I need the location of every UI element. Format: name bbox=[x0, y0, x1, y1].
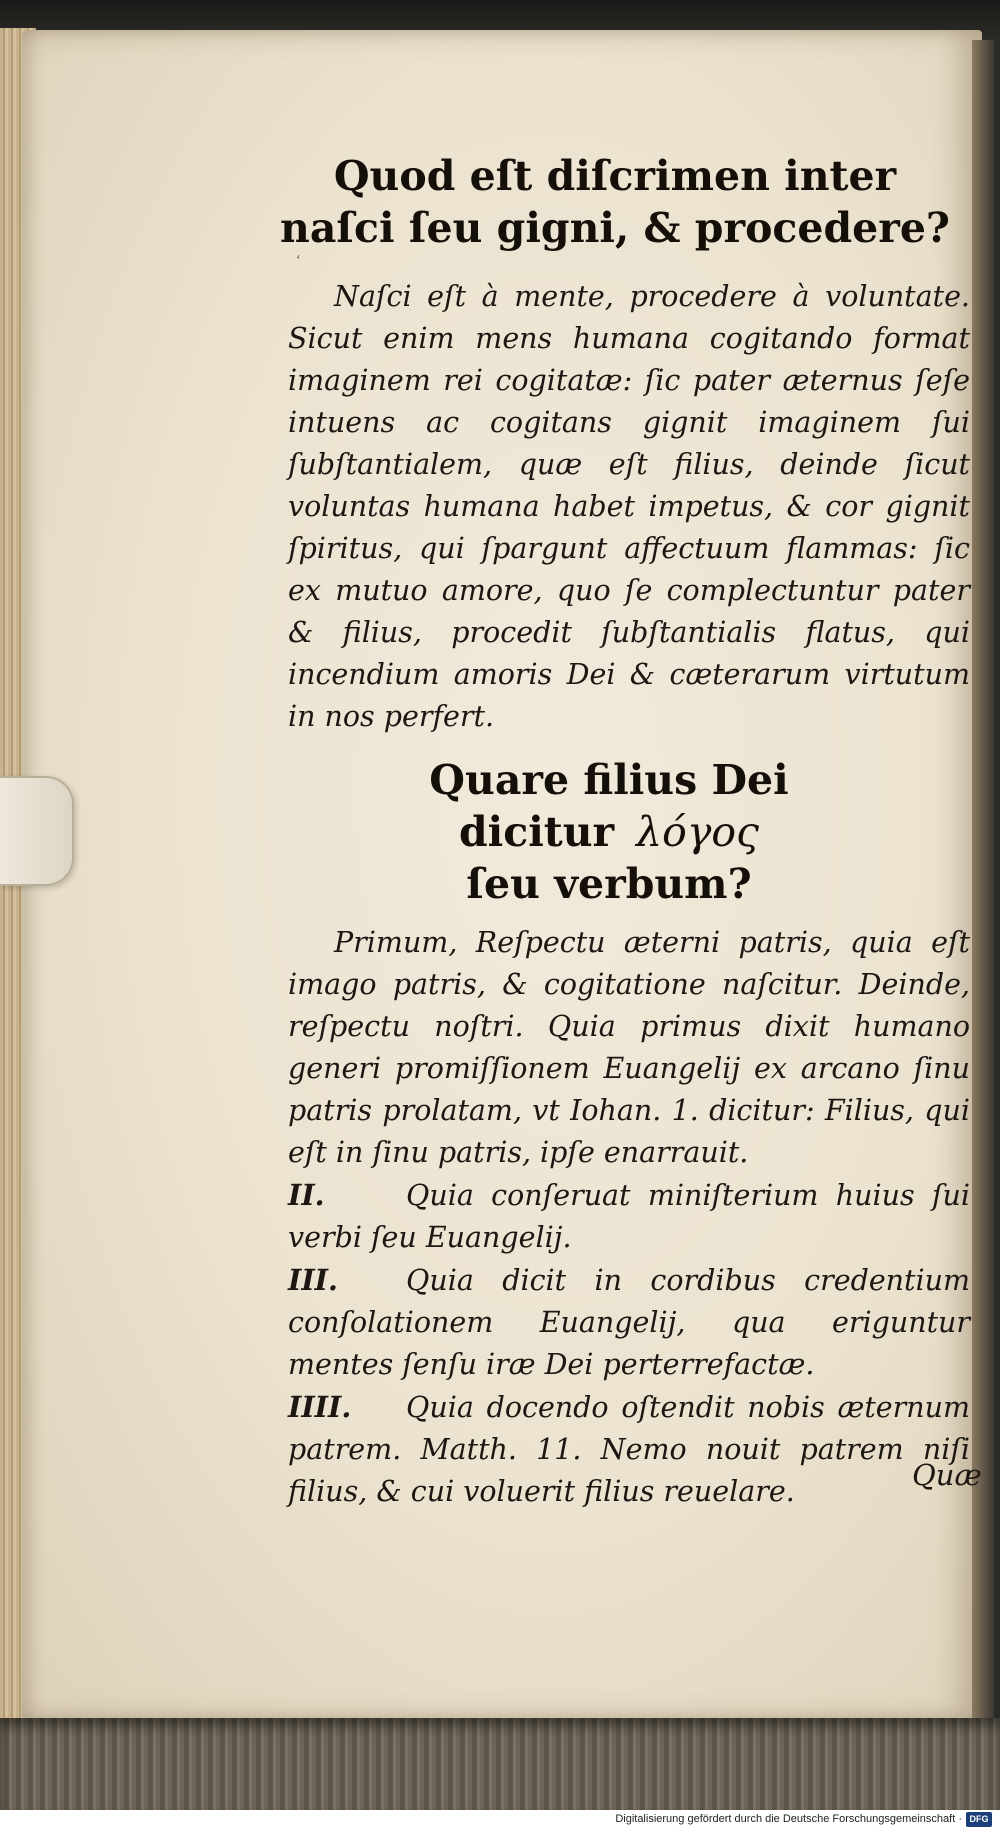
list-item bbox=[288, 1174, 970, 1259]
text-column bbox=[280, 150, 970, 1513]
list-item-number: IIII. bbox=[288, 1390, 352, 1424]
list-item-number: III. bbox=[288, 1263, 338, 1297]
paragraph-answer-2-text: Primum, Reſpectu æterni patris, quia eſt imago patris, & cogitatione naſcitur. Deinde, reſpectu noſtri. Quia primus dixit humano generi promiſſionem Euangelij ex arcano ſinu patris prolatam, vt Iohan. 1. dicitur: Filius, qui eſt in ſinu patris, ipſe enarrauit. bbox=[288, 926, 970, 1169]
heading-question-2-line2: ſeu verbum? bbox=[466, 860, 752, 908]
book-cover-board bbox=[0, 1718, 1000, 1810]
ink-speck: ʻ bbox=[296, 253, 301, 268]
heading-question-2-text: Quare filius Dei dicitur bbox=[429, 756, 789, 856]
dfg-logo: DFG bbox=[966, 1812, 992, 1827]
paragraph-answer-1 bbox=[288, 276, 970, 738]
bookmark-tab bbox=[0, 776, 74, 886]
catchword: Quæ bbox=[912, 1458, 982, 1492]
heading-question-2-greek: λόγος bbox=[636, 808, 759, 856]
heading-question-1: Quod eſt diſcrimen inter naſci ſeu gigni, & procedere? bbox=[280, 152, 950, 252]
list-item-text: Quia docendo oſtendit nobis æternum patrem. Matth. 11. Nemo nouit patrem niſi filius, & cui voluerit filius reuelare. bbox=[288, 1391, 970, 1508]
list-item bbox=[288, 1386, 970, 1513]
list-item-text: Quia dicit in cordibus credentium conſolationem Euangelij, qua eriguntur mentes ſenſu iræ Dei perterrefactæ. bbox=[288, 1264, 970, 1381]
list-item-text: Quia conſeruat miniſterium huius ſui verbi ſeu Euangelij. bbox=[288, 1179, 970, 1254]
paragraph-answer-1-text: Naſci eſt à mente, procedere à voluntate. Sicut enim mens humana cogitando format imaginem rei cogitatæ: ſic pater æternus ſeſe intuens ac cogitans gignit imaginem ſui ſubſtantialem, quæ eſt filius, deinde ſicut voluntas humana habet impetus, & cor gignit ſpiritus, qui ſpargunt affectuum flammas: ſic ex mutuo amore, quo ſe complectuntur pater & filius, procedit ſubſtantialis flatus, qui incendium amoris Dei & cæterarum virtutum in nos perfert. bbox=[288, 280, 970, 733]
paragraph-answer-2 bbox=[288, 922, 970, 1174]
list-item-number: II. bbox=[288, 1178, 325, 1212]
list-item bbox=[288, 1259, 970, 1386]
footer-credit: Digitalisierung gefördert durch die Deutsche Forschungsgemeinschaft · bbox=[615, 1813, 962, 1825]
heading-question-2 bbox=[288, 754, 930, 910]
numbered-list bbox=[288, 1174, 970, 1513]
